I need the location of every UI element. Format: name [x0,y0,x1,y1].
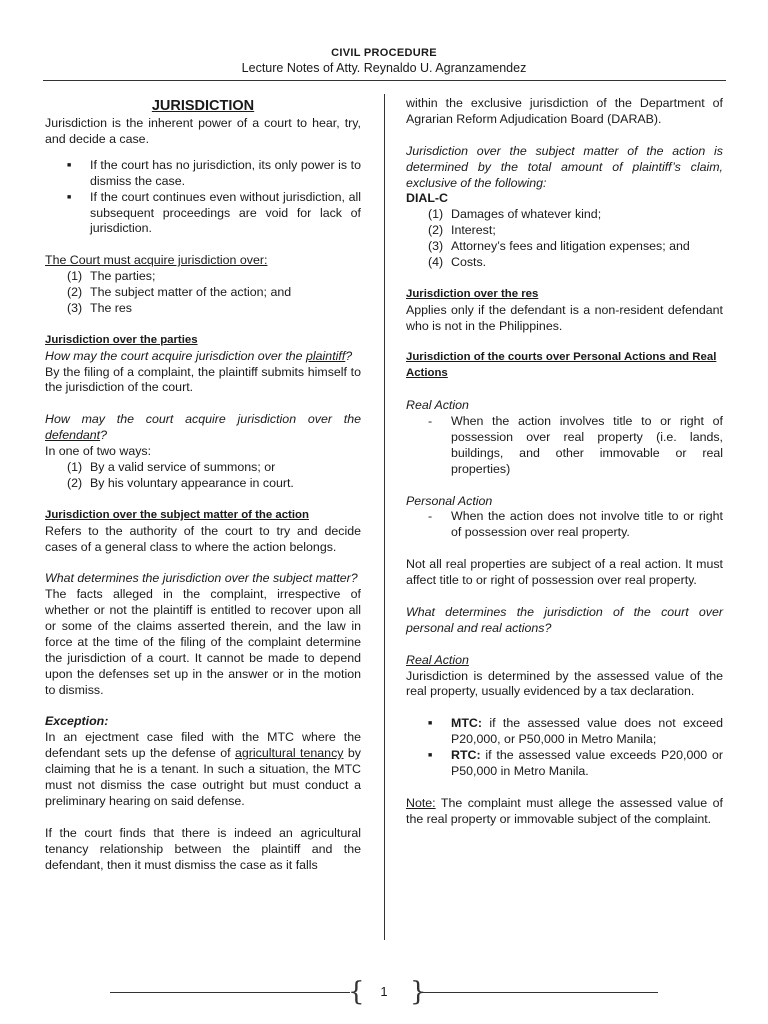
header-divider [43,80,726,81]
darab-continuation: within the exclusive jurisdiction of the Department of Agrarian Reform Adjudication Board (DARAB). [406,96,723,126]
footer-line-right [420,992,658,993]
subject-matter-definition: Refers to the authority of the court to try and decide cases of a general class to where the action belongs. [45,523,361,554]
defendant-list [45,460,361,492]
assessed-value-text: Jurisdiction is determined by the assessed value of the real property, usually evidenced by a tax declaration. [406,668,723,699]
list-item: ■ If the court has no jurisdiction, its only power is to dismiss the case. [45,158,361,190]
list-item: (3) The res [67,300,133,315]
dialc-list [406,207,723,271]
column-divider [384,94,385,940]
plaintiff-question: How may the court acquire jurisdiction over the plaintiff? [45,348,353,363]
list-item: (2) The subject matter of the action; and [67,285,292,300]
list-item: (1) The parties; [67,269,156,284]
res-heading: Jurisdiction over the res [406,287,539,300]
real-action-label-2: Real Action [406,652,469,667]
acquire-heading: The Court must acquire jurisdiction over: [45,253,268,268]
jurisdiction-bullets [45,158,361,238]
list-item: (3) Attorney’s fees and litigation expenses; and [428,239,690,254]
right-column [406,96,723,828]
page-number: 1 [380,984,388,999]
defendant-answer: In one of two ways: [45,444,152,459]
personal-action-list [406,509,723,541]
real-action-list [406,414,723,478]
subject-matter-heading: Jurisdiction over the subject matter of the action [45,508,309,521]
court-thresholds [406,716,723,780]
exception-label: Exception: [45,714,109,729]
real-action-label: Real Action [406,398,469,413]
total-amount-text: Jurisdiction over the subject matter of the action is determined by the total amount of plaintiff’s claim, exclusive of the following: [406,143,723,190]
jurisdiction-definition: Jurisdiction is the inherent power of a court to hear, try, and decide a case. [45,116,361,146]
left-brace-icon: { [348,977,365,1007]
courts-heading: Jurisdiction of the courts over Personal Actions and Real Actions [406,351,717,380]
page-header [0,46,768,76]
not-all-text: Not all real properties are subject of a real action. It must affect title to or right of possession over real property. [406,557,723,588]
list-item: (1) By a valid service of summons; or [67,459,276,474]
list-item: (2) By his voluntary appearance in court. [67,475,294,490]
tenancy-finding: If the court finds that there is indeed an agricultural tenancy relationship between the plaintiff and the defendant, then it must dismiss the case as it falls [45,825,361,872]
footer-line-left [110,992,350,993]
personal-action-label: Personal Action [406,493,493,508]
note-text: Note: The complaint must allege the assessed value of the real property or immovable subject of the complaint. [406,795,723,826]
defendant-question: How may the court acquire jurisdiction over the defendant? [45,412,361,443]
res-text: Applies only if the defendant is a non-resident defendant who is not in the Philippines. [406,302,723,333]
left-column [45,96,361,873]
subject-matter-answer: The facts alleged in the complaint, irrespective of whether or not the plaintiff is entitled to recover upon all or some of the claims asserted therein, and the law in force at the time of the filing of the complaint determine the jurisdiction of a court. It cannot be made to depend upon the defenses set up in the answer or in the motion to dismiss. [45,587,361,697]
what-determines-question: What determines the jurisdiction of the court over personal and real actions? [406,604,723,635]
document-title: CIVIL PROCEDURE [331,47,437,59]
parties-heading: Jurisdiction over the parties [45,333,198,346]
right-brace-icon: } [410,977,427,1007]
section-title: JURISDICTION [151,98,255,114]
list-item: (1) Damages of whatever kind; [428,207,602,222]
dialc-label: DIAL-C [406,191,448,206]
plaintiff-answer: By the filing of a complaint, the plaintiff submits himself to the jurisdiction of the court. [45,364,361,395]
list-item: (2) Interest; [428,223,496,238]
list-item: - When the action does not involve title to or right of possession over real property. [406,509,723,541]
subject-matter-question: What determines the jurisdiction over the subject matter? [45,571,358,586]
acquire-list [45,269,361,317]
list-item: ■ MTC: if the assessed value does not exceed P20,000, or P50,000 in Metro Manila; [406,716,723,748]
document-subtitle: Lecture Notes of Atty. Reynaldo U. Agranzamendez [241,61,527,75]
list-item: (4) Costs. [428,255,487,270]
list-item: - When the action involves title to or right of possession over real property (i.e. lands, buildings, and other immovable or real properties) [406,414,723,478]
list-item: ■ If the court continues even without jurisdiction, all subsequent proceedings are void for lack of jurisdiction. [45,190,361,238]
exception-text: In an ejectment case filed with the MTC where the defendant sets up the defense of agricultural tenancy by claiming that he is a tenant. In such a situation, the MTC must not dismiss the case outright but must conduct a preliminary hearing on said defense. [45,730,362,808]
list-item: ■ RTC: if the assessed value exceeds P20,000 or P50,000 in Metro Manila. [406,748,723,780]
